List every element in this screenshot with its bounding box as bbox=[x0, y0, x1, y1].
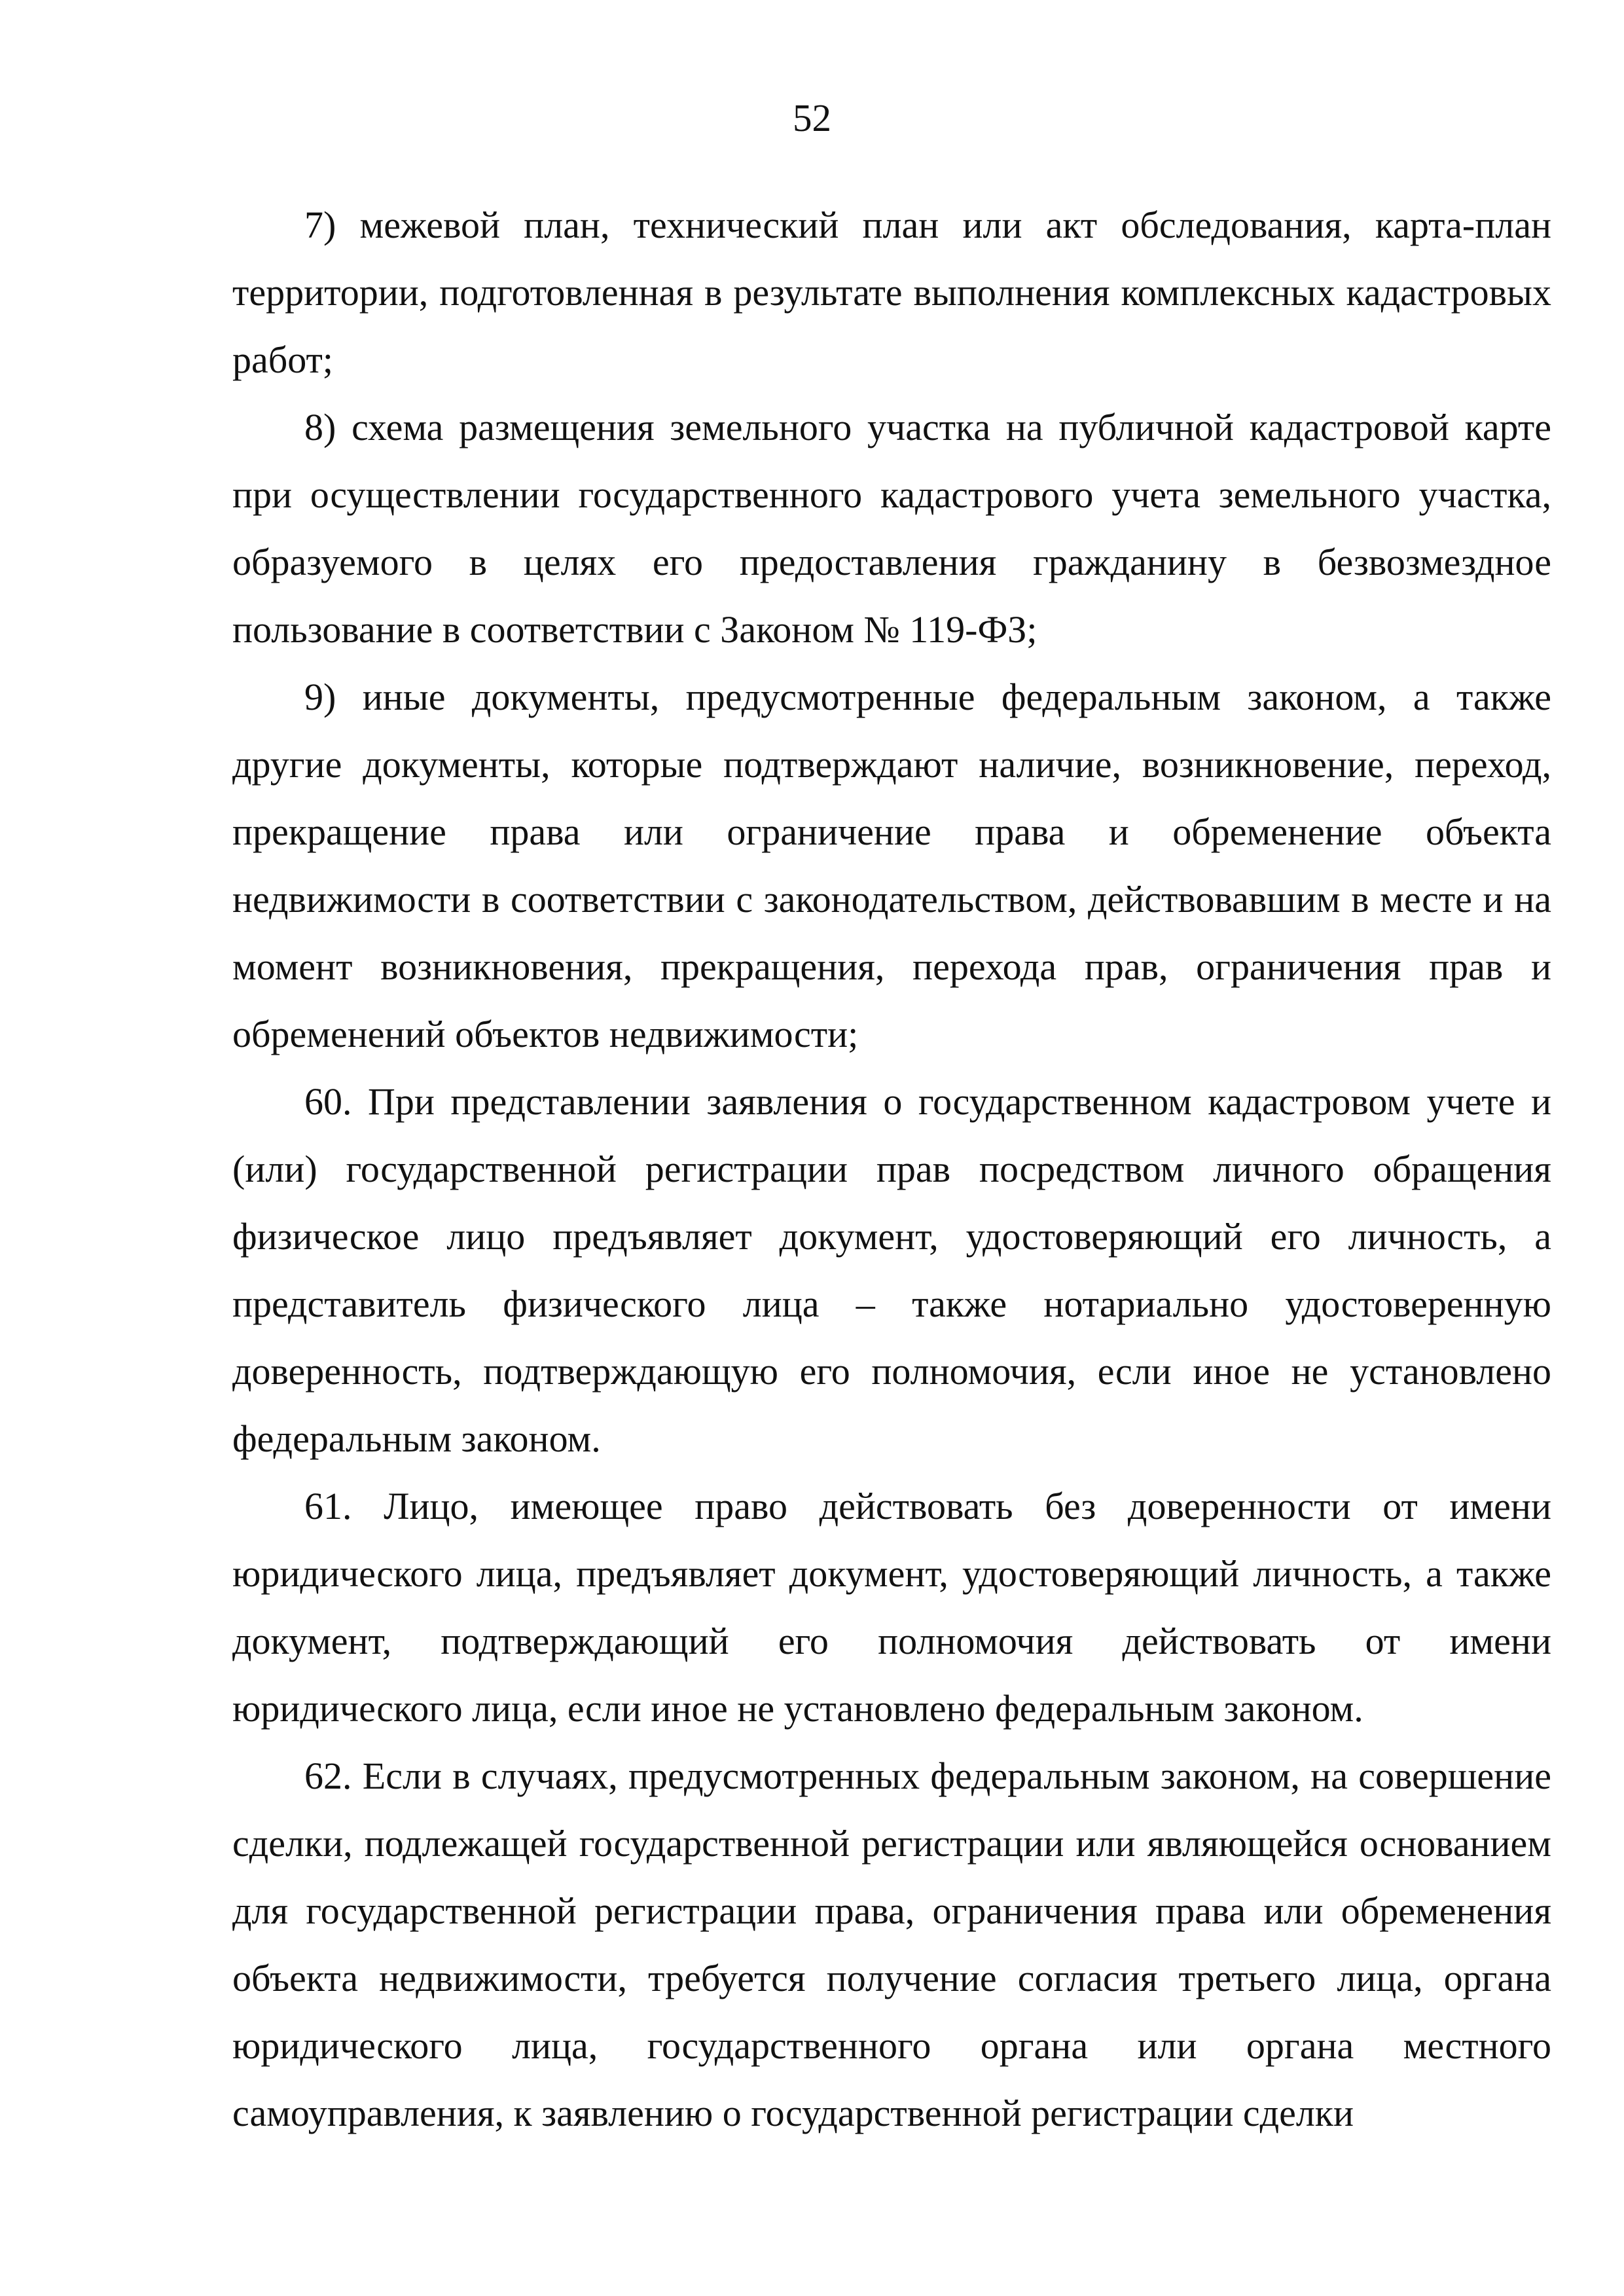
document-body bbox=[232, 191, 1551, 2147]
paragraph-item-8: 8) схема размещения земельного участка на публичной кадастровой карте при осуществлении государственного кадастрового учета земельного участка, образуемого в целях его предоставления гражданину в безвозмездное пользование в соответствии с Законом № 119-ФЗ; bbox=[232, 406, 1551, 651]
paragraph-clause-61: 61. Лицо, имеющее право действовать без доверенности от имени юридического лица, предъявляет документ, удостоверяющий личность, а также документ, подтверждающий его полномочия действовать от имени юридического лица, если иное не установлено федеральным законом. bbox=[232, 1485, 1551, 1730]
page-number: 52 bbox=[793, 96, 831, 139]
paragraph-item-9: 9) иные документы, предусмотренные федеральным законом, а также другие документы, которые подтверждают наличие, возникновение, переход, прекращение права или ограничение права и обременение объекта недвижимости в соответствии с законодательством, действовавшим в месте и на момент возникновения, прекращения, перехода прав, ограничения прав и обременений объектов недвижимости; bbox=[232, 676, 1551, 1055]
paragraph-clause-60: 60. При представлении заявления о государственном кадастровом учете и (или) государственной регистрации прав посредством личного обращения физическое лицо предъявляет документ, удостоверяющий его личность, а представитель физического лица – также нотариально удостоверенную доверенность, подтверждающую его полномочия, если иное не установлено федеральным законом. bbox=[232, 1080, 1551, 1460]
paragraph-item-7: 7) межевой план, технический план или акт обследования, карта-план территории, подготовленная в результате выполнения комплексных кадастровых работ; bbox=[232, 204, 1551, 381]
paragraph-clause-62: 62. Если в случаях, предусмотренных федеральным законом, на совершение сделки, подлежащей государственной регистрации или являющейся основанием для государственной регистрации права, ограничения права или обременения объекта недвижимости, требуется получение согласия третьего лица, органа юридического лица, государственного органа или органа местного самоуправления, к заявлению о государственной регистрации сделки bbox=[232, 1755, 1551, 2134]
